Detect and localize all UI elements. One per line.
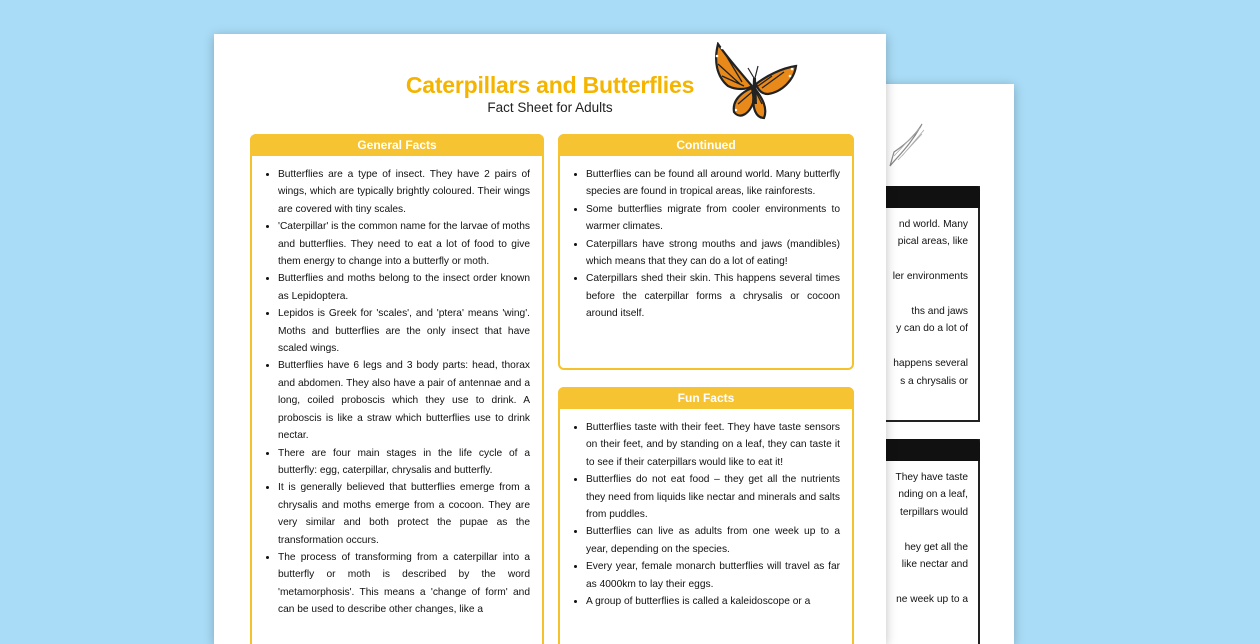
back-box-header: [870, 439, 980, 461]
back-continued-box: [870, 186, 980, 422]
back-text-line: nding on a leaf,: [898, 489, 968, 501]
fact-item: • Some butterflies migrate from cooler environments to warmer climates.: [586, 201, 840, 236]
fact-item: • Caterpillars have strong mouths and jaws (mandibles) which means that they can do a lot of eating!: [586, 236, 840, 271]
back-text-line: y can do a lot of: [896, 323, 968, 335]
fact-item: • It is generally believed that butterflies emerge from a chrysalis and moths emerge from a cocoon. They are very similar and both protect the pupae as the transformation occurs.: [278, 479, 530, 549]
back-text-line: [872, 573, 968, 590]
fact-item: • The process of transforming from a caterpillar into a butterfly or moth is described by the word 'metamorphosis'. This means a 'change of form' and can be used to describe other changes, like a: [278, 549, 530, 619]
fact-item: • A group of butterflies is called a kaleidoscope or a: [586, 593, 840, 610]
fact-item: • Caterpillars shed their skin. This happens several times before the caterpillar forms a chrysalis or cocoon around itself.: [586, 270, 840, 322]
fact-item: • 'Caterpillar' is the common name for the larvae of moths and butterflies. They need to eat a lot of food to give them energy to change into a butterfly or moth.: [278, 218, 530, 270]
fact-item: • Every year, female monarch butterflies will travel as far as 4000km to lay their eggs.: [586, 558, 840, 593]
page-title: Caterpillars and Butterflies: [405, 72, 695, 98]
continued-facts-box: [558, 134, 854, 370]
back-text-line: [872, 521, 968, 538]
back-text-line: s a chrysalis or: [900, 375, 968, 387]
back-box-text: [872, 469, 968, 608]
fact-item: • There are four main stages in the life cycle of a butterfly: egg, caterpillar, chrysalis and butterfly.: [278, 445, 530, 480]
fact-item: • Butterflies are a type of insect. They have 2 pairs of wings, which are typically brightly coloured. Their wings are covered with tiny scales.: [278, 166, 530, 218]
back-fun-facts-box: [870, 439, 980, 644]
page-subtitle: Fact Sheet for Adults: [487, 100, 613, 115]
monarch-butterfly-icon: [712, 42, 800, 120]
back-text-line: ler environments: [892, 271, 968, 283]
fun-facts-heading: Fun Facts: [558, 387, 854, 409]
back-text-line: [872, 338, 968, 355]
back-text-line: ths and jaws: [911, 305, 968, 317]
back-text-line: [872, 286, 968, 303]
fun-facts-box: [558, 387, 854, 644]
fun-facts-list: [572, 419, 840, 610]
fact-item: • Butterflies taste with their feet. They have taste sensors on their feet, and by standing on a leaf, they can taste it to see if their caterpillars would like to eat it!: [586, 419, 840, 471]
general-facts-list: [264, 166, 530, 619]
back-text-line: happens several: [893, 358, 968, 370]
fact-item: • Butterflies have 6 legs and 3 body parts: head, thorax and abdomen. They also have a pair of antennae and a long, coiled proboscis which they use to drink. A proboscis is like a straw which butterflies use to drink nectar.: [278, 357, 530, 444]
general-facts-heading: General Facts: [250, 134, 544, 156]
fact-item: • Butterflies and moths belong to the insect order known as Lepidoptera.: [278, 270, 530, 305]
fact-item: • Butterflies can be found all around world. Many butterfly species are found in tropical areas, like rainforests.: [586, 166, 840, 201]
back-box-header: [870, 186, 980, 208]
butterfly-outline-icon: [880, 116, 930, 174]
back-text-line: nd world. Many: [898, 219, 968, 230]
fact-item: • Butterflies do not eat food – they get all the nutrients they need from liquids like nectar and minerals and salts from puddles.: [586, 471, 840, 523]
back-text-line: like nectar and: [901, 558, 968, 570]
back-text-line: [872, 251, 968, 268]
continued-facts-list: [572, 166, 840, 323]
back-text-line: pical areas, like: [897, 236, 968, 248]
continued-facts-heading: Continued: [558, 134, 854, 156]
general-facts-box: [250, 134, 544, 644]
fact-sheet-page: [214, 34, 886, 644]
back-text-line: ne week up to a: [896, 593, 968, 605]
back-text-line: hey get all the: [904, 541, 968, 553]
back-text-line: terpillars would: [900, 506, 968, 518]
fact-item: • Lepidos is Greek for 'scales', and 'ptera' means 'wing'. Moths and butterflies are the only insect that have scaled wings.: [278, 305, 530, 357]
back-text-line: They have taste: [895, 472, 968, 483]
fact-item: • Butterflies can live as adults from one week up to a year, depending on the species.: [586, 523, 840, 558]
back-box-text: [872, 216, 968, 390]
